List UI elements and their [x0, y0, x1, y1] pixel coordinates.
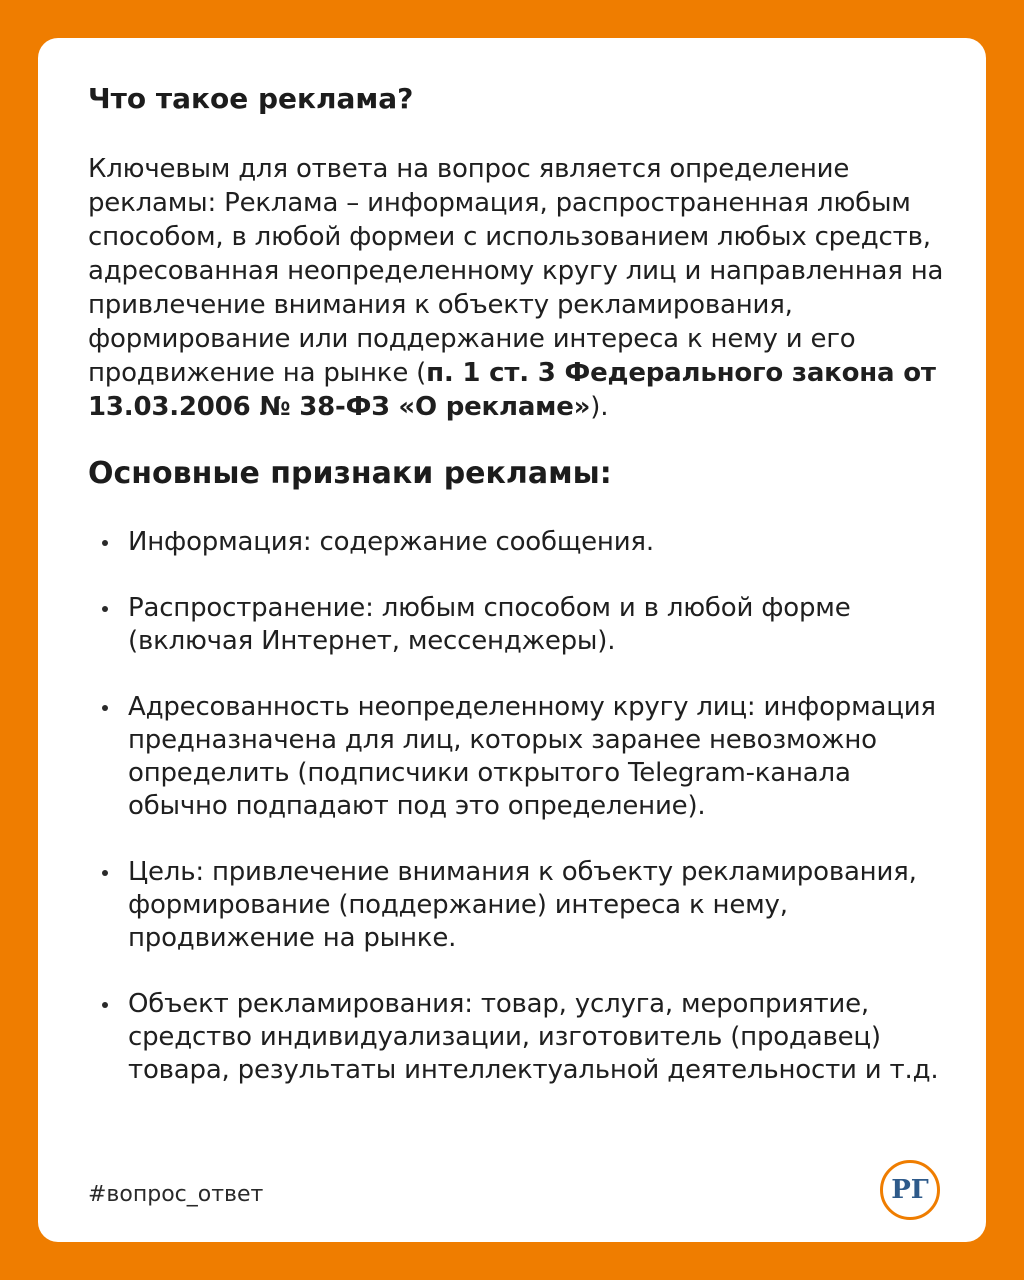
- content-area: [88, 82, 968, 1120]
- logo-text: РГ: [891, 1175, 929, 1205]
- list-item: [88, 691, 948, 823]
- intro-text: Ключевым для ответа на вопрос является определение рекламы: Реклама – информация, распространенная любым способом, в любой формеи с использованием любых средств, адресованная неопределенному кругу лиц и направленная на привлечение внимания к объекту рекламирования, формирование или поддержание интереса к нему и его продвижение на рынке (: [88, 154, 944, 388]
- law-citation: п. 1 ст. 3 Федерального закона от 13.03.2006 № 38-ФЗ «О рекламе»: [88, 358, 936, 422]
- features-list: [88, 526, 968, 1087]
- bullet-icon: [102, 540, 108, 546]
- list-item-text: Распространение: любым способом и в любой форме (включая Интернет, мессенджеры).: [128, 593, 851, 656]
- page-title: Что такое реклама?: [88, 82, 414, 115]
- list-item: [88, 988, 948, 1087]
- hashtag[interactable]: #вопрос_ответ: [88, 1182, 264, 1207]
- intro-paragraph: [88, 152, 968, 424]
- content-card: [38, 38, 986, 1242]
- section-title: Основные признаки рекламы:: [88, 456, 612, 491]
- list-item-text: Адресованность неопределенному кругу лиц: информация предназначена для лиц, которых заранее невозможно определить (подписчики открытого Telegram-канала обычно подпадают под это определение).: [128, 692, 936, 821]
- rg-logo: [880, 1160, 940, 1220]
- list-item-text: Цель: привлечение внимания к объекту рекламирования, формирование (поддержание) интереса к нему, продвижение на рынке.: [128, 857, 917, 953]
- list-item-text: Информация: содержание сообщения.: [128, 527, 654, 557]
- list-item: [88, 856, 948, 955]
- bullet-icon: [102, 606, 108, 612]
- bullet-icon: [102, 1002, 108, 1008]
- list-item: [88, 592, 948, 658]
- list-item-text: Объект рекламирования: товар, услуга, мероприятие, средство индивидуализации, изготовитель (продавец) товара, результаты интеллектуальной деятельности и т.д.: [128, 989, 939, 1085]
- list-item: [88, 526, 948, 559]
- bullet-icon: [102, 870, 108, 876]
- bullet-icon: [102, 705, 108, 711]
- intro-text-end: ).: [590, 392, 609, 422]
